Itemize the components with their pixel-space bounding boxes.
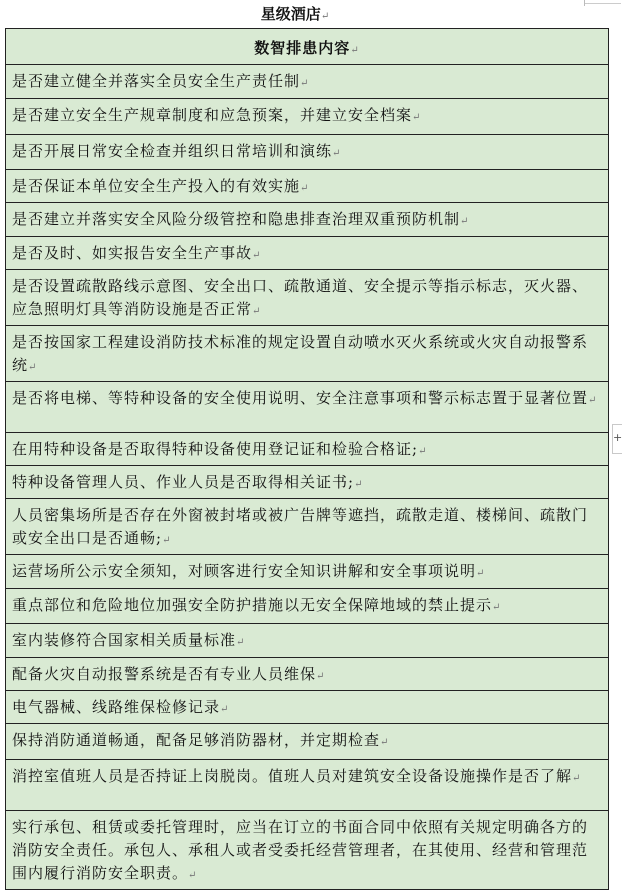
item-text: 消控室值班人员是否持证上岗脱岗。值班人员对建筑安全设备设施操作是否了解↵: [12, 767, 582, 785]
table-header-text: 数智排患内容↵: [254, 39, 360, 57]
paragraph-mark: ↵: [320, 11, 330, 22]
item-text: 是否保证本单位安全生产投入的有效实施↵: [12, 177, 310, 195]
page-title: 星级酒店↵: [260, 5, 330, 23]
item-text: 是否按国家工程建设消防技术标准的规定设置自动喷水灭火系统或火灾自动报警系统↵: [12, 333, 589, 374]
table-header-row: [6, 29, 609, 65]
table-row: [6, 466, 609, 499]
table-header-cell: [6, 29, 609, 65]
table-row: [6, 99, 609, 135]
item-text: 室内装修符合国家相关质量标准↵: [12, 631, 246, 649]
table-row: [6, 326, 609, 382]
table-row: [6, 135, 609, 170]
table-row: [6, 382, 609, 433]
table-row: [6, 433, 609, 466]
item-text: 是否及时、如实报告安全生产事故↵: [12, 244, 262, 262]
item-text: 是否将电梯、等特种设备的安全使用说明、安全注意事项和警示标志置于显著位置↵: [12, 389, 598, 407]
item-text: 是否设置疏散路线示意图、安全出口、疏散通道、安全提示等指示标志，灭火器、应急照明灯具等消防设施是否正常↵: [12, 277, 589, 318]
table-row: [6, 724, 609, 760]
item-text: 是否建立安全生产规章制度和应急预案，并建立安全档案↵: [12, 106, 422, 124]
item-text: 人员密集场所是否存在外窗被封堵或被广告牌等遮挡，疏散走道、楼梯间、疏散门或安全出口是否通畅;↵: [12, 506, 589, 547]
item-text: 电气器械、线路维保检修记录↵: [12, 698, 230, 716]
table-row: [6, 65, 609, 99]
item-text: 实行承包、租赁或委托管理时，应当在订立的书面合同中依照有关规定明确各方的消防安全责任。承包人、承租人或者受委托经营管理者，在其使用、经营和管理范围内履行消防安全职责。↵: [12, 818, 589, 882]
item-text: 特种设备管理人员、作业人员是否取得相关证书;↵: [12, 473, 364, 491]
table-resize-handle[interactable]: +: [612, 424, 622, 454]
item-text: 保持消防通道畅通，配备足够消防器材，并定期检查↵: [12, 731, 390, 749]
table-row: [6, 237, 609, 270]
table-row: [6, 589, 609, 624]
table-row: [6, 170, 609, 203]
item-text: 配备火灾自动报警系统是否有专业人员维保↵: [12, 665, 326, 683]
item-text: 运营场所公示安全须知，对顾客进行安全知识讲解和安全事项说明↵: [12, 562, 486, 580]
item-text: 重点部位和危险地位加强安全防护措施以无安全保障地域的禁止提示↵: [12, 596, 502, 614]
checklist-table: [5, 28, 609, 890]
page-edge-marker: [585, 3, 621, 4]
item-text: 是否建立并落实安全风险分级管控和隐患排查治理双重预防机制↵: [12, 210, 470, 228]
paragraph-mark: ↵: [350, 45, 360, 56]
table-row: [6, 555, 609, 589]
item-text: 是否开展日常安全检查并组织日常培训和演练↵: [12, 142, 342, 160]
table-row: [6, 203, 609, 237]
table-row: [6, 691, 609, 724]
table-row: [6, 658, 609, 691]
table-row: [6, 624, 609, 658]
item-text: 是否建立健全并落实全员安全生产责任制↵: [12, 72, 310, 90]
table-row: [6, 811, 609, 890]
table-row: [6, 270, 609, 326]
table-row: [6, 760, 609, 811]
item-text: 在用特种设备是否取得特种设备使用登记证和检验合格证;↵: [12, 440, 428, 458]
table-row: [6, 499, 609, 555]
